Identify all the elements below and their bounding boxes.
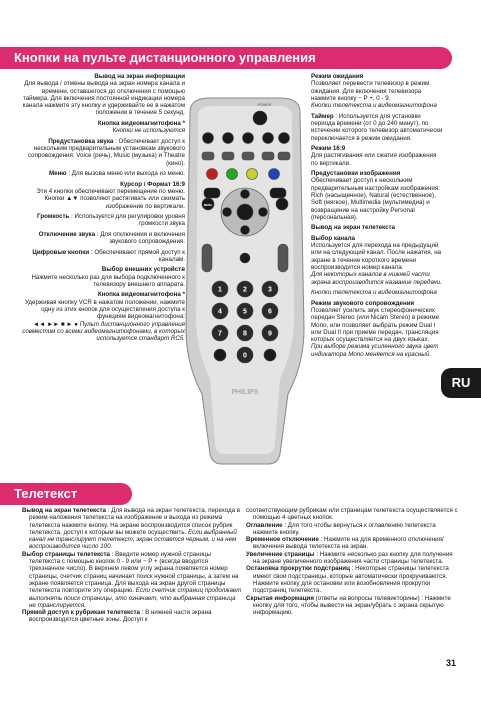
left-annotation-item (22, 120, 185, 135)
right-annotation-item (311, 235, 443, 286)
mute-button[interactable] (240, 253, 250, 263)
left-annotation-item (22, 138, 185, 167)
left-annotation-note: Кнопки не используются (112, 127, 185, 135)
right-annotation-item (311, 73, 443, 109)
teletext-text: (ответы на вопросы телевикторины) : Нажмите кнопку для того, чтобы вывести на экран/убрать с экрана скрытую информацию. (253, 594, 451, 617)
function-button[interactable] (223, 133, 234, 144)
cursor-right-button[interactable] (259, 208, 268, 217)
right-annotation-note: Кнопки телетекста и видеомагнитофона (311, 102, 437, 110)
teletext-paragraph (22, 609, 242, 624)
right-annotation-text: Позволяет усилить звук стереофонических передач Stereo (или Nicam Stereo) в режиме Mono, или позволяет выбрать режим Dual I или Dual II при приеме передач, трансляция которых осуществляется на двух языках. (311, 306, 440, 344)
sound-preset-button[interactable] (204, 188, 220, 198)
left-annotation-text: : Для вызова меню или выхода из меню. (68, 170, 185, 178)
teletext-paragraph (246, 595, 460, 617)
teletext-text: : Нажмите на для временного отключения/включения вывода телетекста на экран. (253, 536, 444, 551)
cursor-left-button[interactable] (223, 208, 232, 217)
left-annotation-heading: Кнопка видеомагнитофона * (97, 119, 185, 127)
left-annotation-item (22, 231, 185, 246)
power-text: POWER (258, 103, 272, 107)
right-annotation-text: Используется для перехода на предыдущий или на следующий канал. После нажатия, на экране в течение короткого времени воспроизводится номер канала. (311, 242, 442, 272)
left-annotations (22, 73, 185, 346)
left-annotation-heading: Громкость (37, 212, 70, 220)
right-annotation-heading: Режим звукового сопровождения (311, 299, 415, 307)
function-button[interactable] (243, 133, 254, 144)
cursor-down-button[interactable] (241, 226, 250, 235)
left-annotation-text: : Для отключения и включения звукового сопровождения. (96, 230, 185, 246)
right-annotation-heading: Предустановки изображения (311, 170, 401, 178)
left-annotation-note: ◄◄ ►► ■ ► ● Пульт дистанционного управления совместим со всеми видеомагнитофонами, в которых используется стандарт RC5. (22, 320, 185, 343)
number-key-label: 3 (268, 286, 272, 294)
teletext-text: : Некоторые страницы телетекста имеют свои подстраницы, которые автоматически прокручиваются. Нажмите кнопку для остановки или возобновления прокрутки подстраниц телетекста. (253, 565, 449, 595)
program-rocker[interactable] (278, 244, 288, 272)
teletext-paragraph (246, 507, 460, 522)
left-annotation-item (22, 266, 185, 288)
right-annotation-heading: Выбор канала (311, 234, 355, 242)
left-annotation-heading: Выбор внешних устройств (101, 266, 185, 274)
function-button[interactable] (222, 152, 234, 160)
left-annotation-heading: Курсор / Формат 16:9 (120, 180, 185, 188)
number-key-label: 1 (218, 286, 222, 294)
previous-channel-button[interactable] (264, 349, 276, 361)
teletext-heading: Скрытая информация (246, 594, 314, 602)
right-annotation-note: При выборе режима усиленного звука цвет индикатора Mono меняется на красный. (311, 343, 439, 358)
teletext-note: Если выбранный канал не транслирует телетекст, экран остается черным, и на нем воспроизводится число 100. (29, 528, 237, 551)
right-annotation-heading: Таймер (311, 112, 334, 120)
teletext-text: соответствующим рубрикам или страницам телетекста осуществляется с помощью 4 цветных кнопок. (246, 507, 458, 522)
teletext-text: : Нажмите несколько раз кнопку для получения на экране увеличенного изображения части страницы телетекста. (253, 550, 453, 566)
left-annotation-item (22, 291, 185, 342)
teletext-text: : Для вывода на экран телетекста, перехода в режим наложения телетекста на изображение и выхода из режима телетекста нажмите кнопку. На экране воспроизводится список рубрик телетекста, доступ к которым вы можете осуществить. (29, 507, 241, 536)
left-annotation-item (22, 181, 185, 210)
teletext-heading: Остановка прокрутки подстраниц (246, 565, 350, 573)
teletext-button[interactable] (276, 198, 288, 210)
left-annotation-text: : Используется для регулировки уровня громкости звука (71, 212, 185, 228)
right-annotation-item (311, 300, 443, 358)
number-key-label: 0 (243, 352, 247, 360)
function-button[interactable] (279, 133, 290, 144)
cursor-up-button[interactable] (241, 190, 250, 199)
teletext-heading: Оглавление (246, 521, 283, 529)
left-annotation-item (22, 213, 185, 228)
section-title-teletext: Телетекст (0, 483, 132, 505)
picture-preset-button[interactable] (270, 188, 286, 198)
teletext-paragraph (246, 565, 460, 594)
right-annotation-item (311, 224, 443, 231)
right-annotation-item (311, 170, 443, 221)
left-annotation-heading: Меню (48, 170, 67, 178)
right-annotation-text: Для растягивания или сжатия изображения по вертикали. (311, 152, 437, 167)
function-button[interactable] (203, 133, 214, 144)
language-badge: RU (441, 368, 481, 398)
teletext-heading: Прямой доступ к рубрикам телетекста (22, 609, 140, 617)
teletext-heading: Временное отключение (246, 536, 319, 544)
right-annotation-note: Кнопки телетекста и видеомагнитофона (311, 289, 437, 297)
number-key-label: 7 (218, 330, 222, 338)
function-button[interactable] (242, 152, 254, 160)
function-button[interactable] (202, 152, 214, 160)
right-annotation-heading: Режим ожидания (311, 73, 364, 80)
number-key-label: 5 (243, 308, 247, 316)
right-annotation-text: Позволяет перевести телевизор в режим ожидания. Для включения телевизора нажмите кнопку − P +, 0 - 9. (311, 80, 430, 102)
number-key-label: 6 (268, 308, 272, 316)
function-button[interactable] (262, 152, 274, 160)
teletext-column-2 (246, 507, 460, 616)
function-button[interactable] (263, 133, 274, 144)
left-annotation-text: Нажмите несколько раз для выбора подключенного к телевизору внешнего аппарата. (31, 273, 185, 288)
function-button[interactable] (278, 152, 290, 160)
left-annotation-text: Удерживая кнопку VCR в нажатом положении, нажмите одну из этих кнопок для осуществления доступа к функциям видеомагнитофона: (24, 298, 185, 321)
teletext-paragraph (246, 522, 460, 537)
left-annotation-item (22, 73, 185, 117)
left-annotation-heading: Вывод на экран информации (94, 73, 185, 80)
teletext-text: : Для того чтобы вернуться к оглавлению телетекста нажмите кнопку. (253, 521, 436, 536)
teletext-paragraph (246, 536, 460, 551)
remote-control-illustration (180, 94, 310, 466)
left-annotation-item (22, 170, 185, 177)
left-annotation-text: : Обеспечивает доступ к нескольким предварительным установкам звукового сопровождения: Voice (речь), Music (музыка) и Theatre (кино). (27, 137, 185, 167)
page-number: 31 (446, 658, 457, 668)
left-annotation-heading: Цифровые кнопки (32, 248, 90, 256)
right-annotation-item (311, 113, 443, 142)
teletext-paragraph (22, 551, 242, 609)
blue-key-button[interactable] (269, 169, 280, 180)
left-annotation-item (22, 249, 185, 264)
teletext-column-1 (22, 507, 242, 624)
standby-power-button[interactable] (253, 111, 267, 125)
number-key-label: 4 (218, 308, 222, 316)
red-key-button[interactable] (207, 169, 218, 180)
volume-rocker[interactable] (202, 244, 212, 272)
av-select-button[interactable] (214, 349, 226, 361)
left-annotation-heading: Отключение звука (38, 230, 96, 238)
right-annotation-heading: Вывод на экран телетекста (311, 224, 395, 232)
teletext-text: : В нижней части экрана воспроизводятся цветные зоны. Доступ к (29, 609, 212, 624)
left-annotation-text: Для вывода / отмены вывода на экран номера канала и времени, оставшегося до отключения с помощью таймера. Для включения постоянной индикации номера канала нажмите эту кнопку и удерживайте ее в нажатом положении в течение 5 секунд. (22, 80, 185, 117)
left-annotation-heading: Кнопка видеомагнитофона * (97, 291, 185, 299)
teletext-heading: Вывод на экран телетекста (22, 507, 106, 514)
teletext-note: Если счетчик страниц продолжает выполнять поиск страницы, это означает, что выбранная страница не транслируется. (29, 587, 242, 609)
right-annotations (311, 73, 443, 361)
cursor-ok-button[interactable] (237, 204, 253, 220)
left-annotation-heading: Предустановка звука (48, 137, 114, 145)
right-annotation-text: Обеспечивает доступ к нескольким предварительным настройкам изображения: Rich (насыщенное), Natural (естественное), Soft (мягкое), Multimedia (мультимедиа) и возвращение на настройку Personal (персональная). (311, 177, 440, 221)
left-annotation-text: : Обеспечивают прямой доступ к каналам. (90, 248, 185, 263)
right-annotation-item (311, 289, 443, 296)
teletext-text: : Введите номер нужной страницы телетекста с помощью кнопок 0 - 9 или − P + (всегда вводится трехзначное число). В верхнем левом углу экрана появляется номер страницы, счетчик страниц начинает поиск нужной страницы, а затем на экране появляется страница. Для выхода на экран другой страницы телетекста повторите эту операцию. (29, 550, 239, 595)
right-annotation-item (311, 145, 443, 167)
right-annotation-note: Для некоторых каналов в нижней части экрана воспроизводится название передачи. (311, 271, 442, 286)
section-title-remote: Кнопки на пульте дистанционного управления (0, 47, 452, 69)
teletext-paragraph (246, 551, 460, 566)
number-key-label: 9 (268, 330, 272, 338)
teletext-heading: Увеличение страницы (246, 550, 315, 558)
number-key-label: 2 (243, 286, 247, 294)
right-annotation-text: : Используется для установки периода времени (от 0 до 240 минут), по истечении которого телевизор автоматически переключается в режим ожидания. (311, 112, 443, 142)
green-key-button[interactable] (227, 169, 238, 180)
left-annotation-text: Эти 4 кнопки обеспечивают перемещение по меню. Кнопки ▲▼ позволяют растягивать или сжимать изображение по вертикали. (36, 187, 185, 210)
yellow-key-button[interactable] (247, 169, 258, 180)
brand-logo-text: PHILIPS (231, 389, 259, 396)
right-annotation-heading: Режим 16:9 (311, 145, 346, 153)
number-key-label: 8 (243, 330, 247, 338)
menu-label: MENU (203, 203, 213, 207)
teletext-paragraph (22, 507, 242, 551)
teletext-heading: Выбор страницы телетекста (22, 550, 110, 558)
